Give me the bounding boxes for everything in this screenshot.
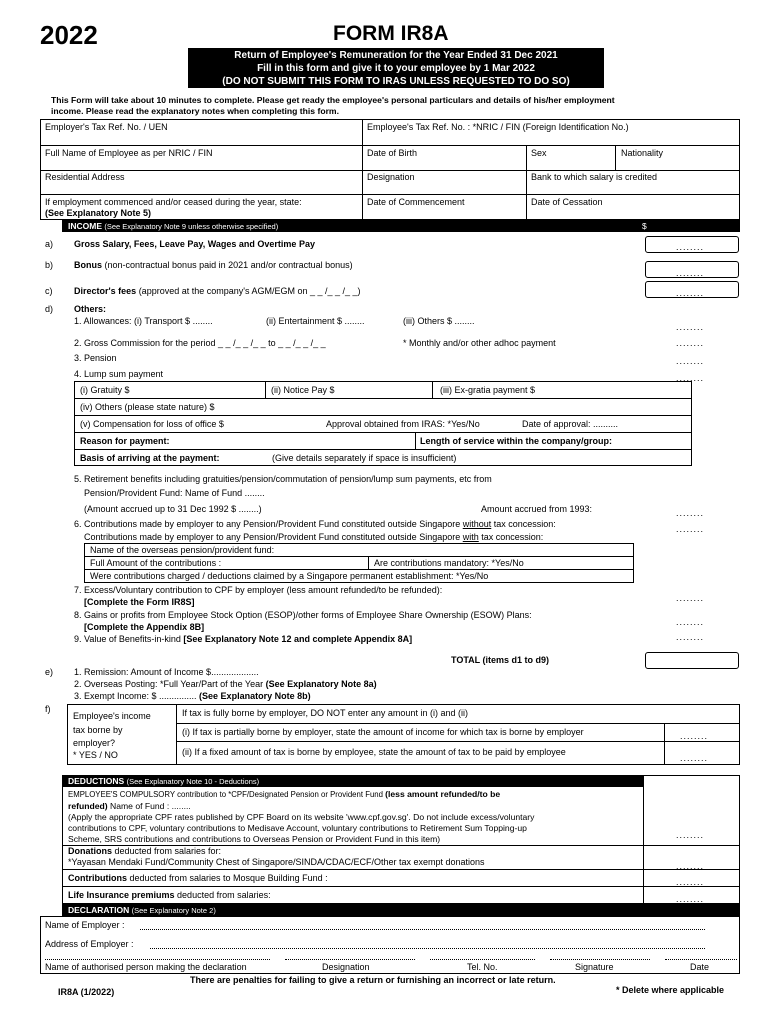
retirement-accrued-1992[interactable] [84,504,262,514]
contrib-without-pre: 6. Contributions made by employer to any Pension/Provident Fund constituted outside Singapore [74,519,463,529]
entertainment-label: (ii) Entertainment $ [266,316,343,326]
delete-note: * Delete where applicable [616,985,725,995]
length-of-service-field[interactable]: Length of service within the company/group: [420,436,613,446]
full-amount-field[interactable]: Full Amount of the contributions : [90,558,222,568]
gross-salary-label: Gross Salary, Fees, Leave Pay, Wages and Overtime Pay [74,239,315,249]
currency-symbol: $ [642,221,647,231]
income-note: (See Explanatory Note 9 unless otherwise specified) [104,222,279,231]
life-insurance-label [68,890,271,900]
income-title: INCOME [68,221,102,231]
form-title: FORM IR8A [333,22,449,45]
basis-note: (Give details separately if space is insufficient) [272,453,457,463]
sig-signature-caption: Signature [575,962,614,972]
monthly-adhoc-label: * Monthly and/or other adhoc payment [403,338,556,348]
cpf-line-1-bold: (less amount refunded/to be [385,789,501,799]
employer-name-label: Name of Employer : [45,920,125,930]
donations-line-1 [68,846,221,856]
mosque-post: deducted from salaries to Mosque Building Fund : [127,873,328,883]
gratuity-field[interactable]: (i) Gratuity $ [80,385,130,395]
commenced-note: (See Explanatory Note 5) [45,208,152,218]
item-a-letter: a) [45,239,54,249]
commenced-label: If employment commenced and/or ceased during the year, state: [45,197,302,207]
life-bold: Life Insurance premiums [68,890,175,900]
income-header [62,220,740,232]
donations-placeholder[interactable]: ........ [676,861,705,871]
partially-borne-text: (i) If tax is partially borne by employer, state the amount of income for which tax is borne by employer [182,727,584,737]
cpf-line-2-bold: refunded) [68,801,108,811]
tax-borne-label-2: tax borne by [73,725,123,735]
nationality-field[interactable]: Nationality [621,148,664,158]
deductions-title: DEDUCTIONS [68,776,125,786]
declaration-title: DECLARATION [68,905,130,915]
retirement-fund-label: Pension/Provident Fund: Name of Fund [84,488,243,498]
allowance-others-dashes: ........ [454,316,475,326]
cpf-line-4: contributions to CPF, voluntary contributions to Medisave Account, voluntary contributions to Retirement Sum Topping-up [68,823,527,833]
approval-date-field[interactable]: Date of approval: .......... [522,419,619,429]
allowance-entertainment[interactable] [266,316,365,326]
sig-name-caption: Name of authorised person making the declaration [45,962,247,972]
accrued-1992-label: (Amount accrued up to 31 Dec 1992 $ [84,504,237,514]
date-cessation-field[interactable]: Date of Cessation [531,197,603,207]
exempt-income-field[interactable] [74,691,311,701]
contrib-with-pre: Contributions made by employer to any Pension/Provident Fund constituted outside Singapore [84,532,463,542]
entertainment-dashes: ........ [344,316,365,326]
deductions-note: (See Explanatory Note 10 - Deductions) [126,777,260,786]
gross-salary-placeholder: ........ [676,242,705,252]
residential-address-field[interactable]: Residential Address [45,172,125,182]
sig-designation-line[interactable] [285,959,415,960]
form-year: 2022 [40,20,98,50]
contrib-without-label [74,519,556,529]
employee-name-field[interactable]: Full Name of Employee as per NRIC / FIN [45,148,213,158]
contrib-without-post: tax concession: [491,519,556,529]
overseas-posting-field[interactable] [74,679,377,689]
lump-sum-placeholder[interactable]: ........ [676,373,705,383]
penalty-notice: There are penalties for failing to give a return or furnishing an incorrect or late return. [190,975,556,985]
pension-label: 3. Pension [74,353,117,363]
total-label: TOTAL (items d1 to d9) [451,655,550,665]
donations-post: deducted from salaries for: [112,846,222,856]
others-label: Others: [74,304,107,314]
date-of-birth-field[interactable]: Date of Birth [367,148,418,158]
exempt-bold: (See Explanatory Note 8b) [199,691,311,701]
fully-borne-text: If tax is fully borne by employer, DO NOT enter any amount in (i) and (ii) [182,708,468,718]
cpf-fund-dashes: ........ [171,801,191,811]
item-d-letter: d) [45,304,54,314]
sig-tel-caption: Tel. No. [467,962,498,972]
directors-fees-label [74,286,361,296]
banner-line-3: (DO NOT SUBMIT THIS FORM TO IRAS UNLESS REQUESTED TO DO SO) [222,76,570,87]
donations-line-2: *Yayasan Mendaki Fund/Community Chest of Singapore/SINDA/CDAC/ECF/Other tax exempt donations [68,857,485,867]
allowance-others[interactable] [403,316,475,326]
gains-esop-label: 8. Gains or profits from Employee Stock Option (ESOP)/other forms of Employee Share Ownership (ESOW) Plans: [74,610,532,620]
accrued-1993-placeholder[interactable]: ........ [676,508,705,518]
form-code: IR8A (1/2022) [58,987,115,997]
transport-label: 1. Allowances: (i) Transport $ [74,316,191,326]
lump-sum-label: 4. Lump sum payment [74,369,164,379]
contrib-without-u: without [462,519,492,529]
employer-tax-ref-field[interactable]: Employer's Tax Ref. No. / UEN [45,122,168,132]
gross-commission-label[interactable]: 2. Gross Commission for the period _ _ /_ _ /_ _ to _ _ /_ _ /_ _ [74,338,326,348]
form-banner [188,48,604,88]
sig-designation-caption: Designation [322,962,370,972]
sig-name-line[interactable] [45,959,270,960]
designation-field[interactable]: Designation [367,172,415,182]
intro-text-1: This Form will take about 10 minutes to complete. Please get ready the employee's personal particulars and details of his/her employment [51,95,615,105]
basis-field[interactable]: Basis of arriving at the payment: [80,453,220,463]
employer-name-input[interactable] [140,929,705,930]
cpf-line-3: (Apply the appropriate CPF rates published by CPF Board on its website 'www.cpf.gov.sg'. Do not include excess/voluntary [68,812,535,822]
contrib-with-post: tax concession: [478,532,544,542]
allowances-total-placeholder[interactable]: ........ [676,322,705,332]
allowance-others-label: (iii) Others $ [403,316,453,326]
banner-line-2: Fill in this form and give it to your employee by 1 Mar 2022 [257,63,535,74]
bonus-label [74,260,353,270]
directors-fees-text: (approved at the company's AGM/EGM on _ _ /_ _ /_ _) [138,286,361,296]
sig-date-caption: Date [690,962,710,972]
intro-text-2: income. Please read the explanatory notes when completing this form. [51,106,339,116]
benefits-bold: [See Explanatory Note 12 and complete Appendix 8A] [183,634,413,644]
gross-commission-placeholder[interactable]: ........ [676,338,705,348]
benefits-in-kind-label [74,634,412,644]
fixed-amount-text: (ii) If a fixed amount of tax is borne by employee, state the amount of tax to be paid by employee [182,747,566,757]
ex-gratia-field[interactable]: (iii) Ex-gratia payment $ [440,385,536,395]
cpf-placeholder[interactable]: ........ [676,830,705,840]
tax-borne-label-1: Employee's income [73,711,151,721]
total-input[interactable] [645,652,739,669]
bank-field[interactable]: Bank to which salary is credited [531,172,658,182]
cpf-line-2[interactable] [68,801,191,811]
tax-borne-yes-no[interactable]: * YES / NO [73,750,118,760]
banner-line-1: Return of Employee's Remuneration for the Year Ended 31 Dec 2021 [234,50,558,61]
life-placeholder[interactable]: ........ [676,894,705,904]
excess-cpf-label: 7. Excess/Voluntary contribution to CPF by employer (less amount refunded/to be refunded): [74,585,443,595]
retirement-line-1: 5. Retirement benefits including gratuities/pension/commutation of pension/lump sum payments, etc from [74,474,492,484]
mosque-fund-label [68,873,328,883]
directors-fees-placeholder: ........ [676,288,705,298]
date-commencement-field[interactable]: Date of Commencement [367,197,465,207]
retirement-fund-dashes: ........ [244,488,265,498]
charged-field[interactable]: Were contributions charged / deductions claimed by a Singapore permanent establishment: *Yes/No [90,571,489,581]
benefits-pre: 9. Value of Benefits-in-kind [74,634,184,644]
contrib-with-label [84,532,543,542]
gains-esop-note: [Complete the Appendix 8B] [84,622,205,632]
allowance-transport[interactable] [74,316,213,326]
contrib-without-placeholder[interactable]: ........ [676,524,705,534]
sig-tel-line[interactable] [430,959,535,960]
cpf-line-1-pre: EMPLOYEE'S COMPULSORY contribution to *CPF/Designated Pension or Provident Fund [68,790,386,799]
item-c-letter: c) [45,286,53,296]
sig-signature-line[interactable] [550,959,650,960]
employee-tax-ref-field[interactable]: Employee's Tax Ref. No. : *NRIC / FIN (Foreign Identification No.) [367,122,629,132]
item-b-letter: b) [45,260,54,270]
declaration-header [62,904,740,916]
donations-bold: Donations [68,846,112,856]
cpf-line-2-post: Name of Fund : [107,801,170,811]
directors-fees-bold: Director's fees [74,286,137,296]
overseas-posting-bold: (See Explanatory Note 8a) [265,679,377,689]
tax-borne-label-3: employer? [73,738,116,748]
fixed-amount-placeholder[interactable]: ........ [680,753,709,763]
overseas-fund-name-field[interactable]: Name of the overseas pension/provident fund: [90,545,275,555]
bonus-bold: Bonus [74,260,102,270]
gains-esop-placeholder[interactable]: ........ [676,617,705,627]
item-f-letter: f) [45,704,51,714]
accrued-1993-label: Amount accrued from 1993: [481,504,593,514]
cpf-line-1 [68,789,500,799]
item-e-letter: e) [45,667,54,677]
excess-cpf-note: [Complete the Form IR8S] [84,597,195,607]
mosque-bold: Contributions [68,873,127,883]
bonus-text: (non-contractual bonus paid in 2021 and/or contractual bonus) [104,260,353,270]
employer-address-label: Address of Employer : [45,939,134,949]
sig-date-line[interactable] [665,959,737,960]
exempt-pre: 3. Exempt Income: $ ............... [74,691,200,701]
cpf-line-5: Scheme, SRS contributions and contributions to Overseas Pension or Provident Fund in this item) [68,834,441,844]
contrib-with-u: with [462,532,479,542]
life-post: deducted from salaries: [174,890,271,900]
others-nature-field[interactable]: (iv) Others (please state nature) $ [80,402,215,412]
partially-borne-placeholder[interactable]: ........ [680,731,709,741]
retirement-fund-name[interactable] [84,488,265,498]
accrued-1992-close: ) [258,504,262,514]
transport-dashes: ........ [192,316,213,326]
reason-field[interactable]: Reason for payment: [80,436,170,446]
accrued-1992-dashes: ........ [238,504,259,514]
mandatory-field[interactable]: Are contributions mandatory: *Yes/No [374,558,524,568]
declaration-note: (See Explanatory Note 2) [131,906,216,915]
overseas-posting-pre: 2. Overseas Posting: *Full Year/Part of the Year [74,679,266,689]
remission-field[interactable]: 1. Remission: Amount of Income $................... [74,667,259,677]
mosque-placeholder[interactable]: ........ [676,877,705,887]
bonus-placeholder: ........ [676,268,705,278]
excess-cpf-placeholder[interactable]: ........ [676,593,705,603]
iras-approval-field[interactable]: Approval obtained from IRAS: *Yes/No [326,419,480,429]
employer-address-input[interactable] [150,948,705,949]
notice-pay-field[interactable]: (ii) Notice Pay $ [271,385,335,395]
compensation-field[interactable]: (v) Compensation for loss of office $ [80,419,224,429]
benefits-placeholder[interactable]: ........ [676,632,705,642]
sex-field[interactable]: Sex [531,148,547,158]
pension-placeholder[interactable]: ........ [676,356,705,366]
